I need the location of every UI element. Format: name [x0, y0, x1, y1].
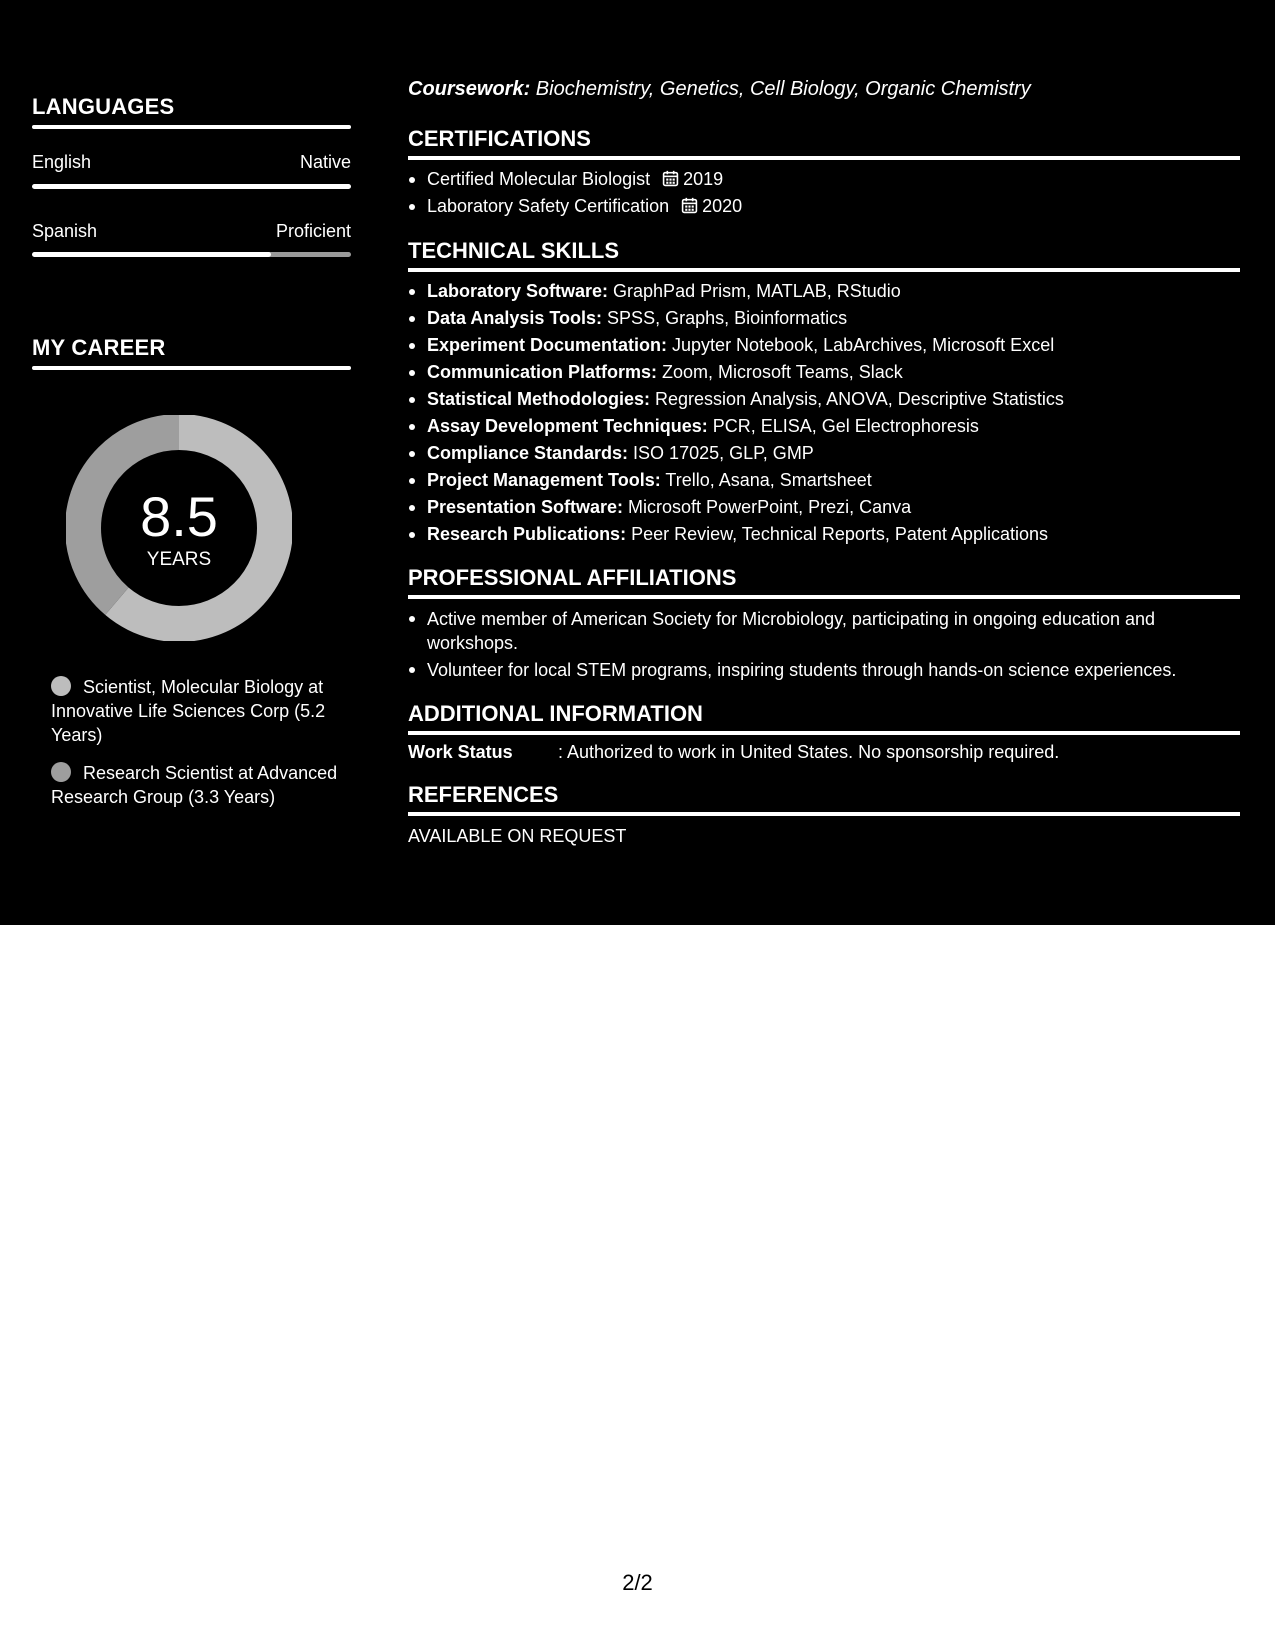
- skill-label: Experiment Documentation:: [427, 335, 668, 355]
- list-item: Volunteer for local STEM programs, inspiring students through hands-on science experiences.: [408, 658, 1240, 682]
- technical-skills-heading: TECHNICAL SKILLS: [408, 238, 620, 263]
- skill-label: Data Analysis Tools:: [427, 308, 603, 328]
- languages-heading: LANGUAGES: [32, 94, 175, 119]
- skill-value: SPSS, Graphs, Bioinformatics: [602, 308, 848, 328]
- list-item: [408, 521, 1240, 548]
- skill-label: Presentation Software:: [427, 497, 624, 517]
- skill-value: Peer Review, Technical Reports, Patent Applications: [626, 524, 1048, 544]
- career-total-years: 8.5: [140, 485, 218, 548]
- language-row-spanish: [32, 221, 351, 245]
- language-bar-spanish: [32, 252, 351, 257]
- list-item: [408, 467, 1240, 494]
- references-heading: REFERENCES: [408, 782, 559, 807]
- skill-value: GraphPad Prism, MATLAB, RStudio: [608, 281, 901, 301]
- language-row-english: [32, 152, 351, 176]
- list-item: [408, 332, 1240, 359]
- affiliations-rule: [408, 595, 1240, 599]
- career-heading: MY CAREER: [32, 335, 166, 360]
- skill-value: Zoom, Microsoft Teams, Slack: [657, 362, 903, 382]
- language-bar-fill: [32, 252, 271, 257]
- list-item: Active member of American Society for Microbiology, participating in ongoing education and workshops.: [408, 607, 1240, 655]
- list-item: [408, 440, 1240, 467]
- references-rule: [408, 812, 1240, 816]
- affiliations-heading: PROFESSIONAL AFFILIATIONS: [408, 565, 737, 590]
- career-years-unit: YEARS: [146, 549, 212, 570]
- coursework-text: Biochemistry, Genetics, Cell Biology, Organic Chemistry: [530, 78, 1031, 100]
- calendar-icon: [681, 197, 698, 214]
- certifications-heading: CERTIFICATIONS: [408, 126, 591, 151]
- list-item: [408, 386, 1240, 413]
- page-number: 2/2: [622, 1570, 653, 1595]
- skill-value: Trello, Asana, Smartsheet: [660, 470, 872, 490]
- career-item-2: [51, 761, 341, 809]
- list-item: [408, 359, 1240, 386]
- language-bar-fill: [32, 184, 351, 189]
- language-name: English: [32, 152, 92, 172]
- list-item: [408, 166, 1240, 193]
- certification-year: 2020: [702, 196, 743, 216]
- language-level: Native: [299, 152, 351, 172]
- career-heading-rule: [32, 366, 351, 370]
- technical-skills-rule: [408, 268, 1240, 272]
- skill-label: Research Publications:: [427, 524, 627, 544]
- additional-info-heading: ADDITIONAL INFORMATION: [408, 701, 703, 726]
- skill-label: Laboratory Software:: [427, 281, 609, 301]
- certifications-rule: [408, 156, 1240, 160]
- additional-info-rule: [408, 731, 1240, 735]
- career-item-text: Research Scientist at Advanced Research Group (3.3 Years): [51, 763, 338, 807]
- career-item-1: [51, 675, 341, 747]
- list-item: [408, 305, 1240, 332]
- language-level: Proficient: [275, 221, 351, 241]
- skill-label: Project Management Tools:: [427, 470, 661, 490]
- coursework-label: Coursework:: [408, 78, 531, 100]
- list-item: [408, 278, 1240, 305]
- list-item: [408, 193, 1240, 220]
- skill-label: Compliance Standards:: [427, 443, 629, 463]
- work-status-row: [408, 742, 1059, 763]
- skill-label: Assay Development Techniques:: [427, 416, 708, 436]
- language-name: Spanish: [32, 221, 98, 241]
- career-legend-dot: [51, 676, 71, 696]
- skill-value: Jupyter Notebook, LabArchives, Microsoft Excel: [667, 335, 1055, 355]
- references-text: AVAILABLE ON REQUEST: [408, 826, 627, 846]
- coursework-line: [408, 78, 1031, 101]
- work-status-value: : Authorized to work in United States. No sponsorship required.: [558, 742, 1060, 762]
- list-item: [408, 494, 1240, 521]
- certifications-list: [408, 166, 1240, 220]
- career-legend-dot: [51, 762, 71, 782]
- skill-value: Regression Analysis, ANOVA, Descriptive Statistics: [650, 389, 1064, 409]
- list-item: [408, 413, 1240, 440]
- work-status-label: Work Status: [408, 742, 513, 762]
- language-bar-english: [32, 184, 351, 189]
- certification-name: Certified Molecular Biologist: [427, 169, 651, 189]
- skill-value: ISO 17025, GLP, GMP: [628, 443, 814, 463]
- calendar-icon: [662, 170, 679, 187]
- skill-label: Statistical Methodologies:: [427, 389, 651, 409]
- skill-value: Microsoft PowerPoint, Prezi, Canva: [623, 497, 912, 517]
- skill-value: PCR, ELISA, Gel Electrophoresis: [707, 416, 979, 436]
- certification-name: Laboratory Safety Certification: [427, 196, 670, 216]
- certification-year: 2019: [683, 169, 724, 189]
- technical-skills-list: [408, 278, 1240, 548]
- career-item-text: Scientist, Molecular Biology at Innovative Life Sciences Corp (5.2 Years): [51, 677, 326, 745]
- career-donut-chart: [66, 415, 292, 641]
- skill-label: Communication Platforms:: [427, 362, 658, 382]
- affiliations-list: [408, 607, 1240, 685]
- languages-heading-rule: [32, 125, 351, 129]
